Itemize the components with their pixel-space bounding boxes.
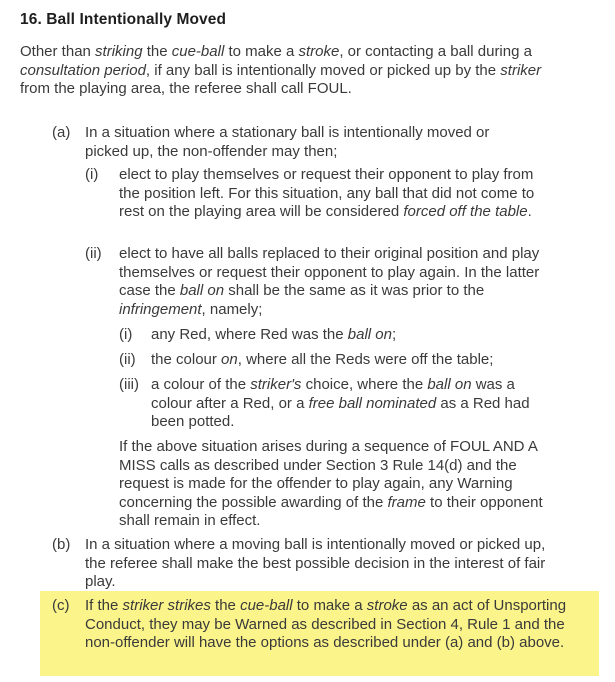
subitem-3-text: a colour of the striker's choice, where the ball on was a colour after a Red, or a free ball nominated as a Red had been potted. (151, 376, 530, 431)
subitem-3-marker: (iii) (119, 376, 139, 393)
emphasis-term: frame (387, 493, 426, 511)
emphasis-term: cue-ball (171, 43, 225, 60)
subitem-2-marker: (ii) (119, 351, 136, 368)
emphasis-term: stroke (366, 597, 408, 614)
paragraph-b-marker: (b) (52, 536, 71, 553)
section-title: 16. Ball Intentionally Moved (20, 11, 227, 28)
emphasis-term: infringement (119, 300, 202, 318)
emphasis-term: cue-ball (240, 597, 293, 614)
paragraph-c-marker: (c) (52, 597, 70, 614)
intro-paragraph: Other than striking the cue-ball to make a stroke, or contacting a ball during a consultation period, if any ball is intentionally moved or picked up by the striker from the playing area, the referee shall call FOUL. (20, 43, 542, 98)
emphasis-term: striker strikes (122, 597, 211, 614)
emphasis-term: striking (95, 43, 143, 60)
subitem-2-text: the colour on, where all the Reds were off the table; (151, 351, 494, 368)
emphasis-term: striker's (250, 376, 302, 393)
item-a-i-text: elect to play themselves or request their opponent to play from the position left. For this situation, any ball that did not come to rest on the playing area will be considered forced off the table. (119, 166, 535, 221)
emphasis-term: ball on (427, 376, 472, 393)
emphasis-term: consultation period (20, 61, 146, 79)
emphasis-term: stroke (298, 43, 340, 60)
emphasis-term: ball on (347, 326, 392, 343)
item-a-ii-text: elect to have all balls replaced to their original position and play themselves or request their opponent to play again. In the latter case the ball on shall be the same as it was prior to the infringement, namely; (119, 245, 540, 318)
item-a-i-marker: (i) (85, 166, 99, 183)
paragraph-c-text: If the striker strikes the cue-ball to make a stroke as an act of Unsporting Conduct, they may be Warned as described in Section 4, Rule 1 and the non-offender will have the options as described under (a) and (b) above. (85, 597, 567, 652)
item-a-ii-marker: (ii) (85, 245, 102, 262)
foul-and-miss-note: If the above situation arises during a sequence of FOUL AND A MISS calls as described under Section 3 Rule 14(d) and the request is made for the offender to play again, any Warning concerning the possible awarding of the frame to their opponent shall remain in effect. (119, 438, 543, 530)
subitem-1-text: any Red, where Red was the ball on; (151, 326, 397, 343)
paragraph-a-text: In a situation where a stationary ball is intentionally moved or picked up, the non-offender may then; (85, 124, 490, 160)
emphasis-term: free ball nominated (308, 394, 437, 412)
paragraph-b-text: In a situation where a moving ball is intentionally moved or picked up, the referee shall make the best possible decision in the interest of fair play. (85, 536, 546, 591)
emphasis-term: on (221, 351, 238, 368)
emphasis-term: forced off the table (403, 203, 528, 221)
paragraph-a-marker: (a) (52, 124, 71, 141)
emphasis-term: striker (500, 61, 542, 79)
subitem-1-marker: (i) (119, 326, 133, 343)
emphasis-term: ball on (179, 282, 225, 300)
